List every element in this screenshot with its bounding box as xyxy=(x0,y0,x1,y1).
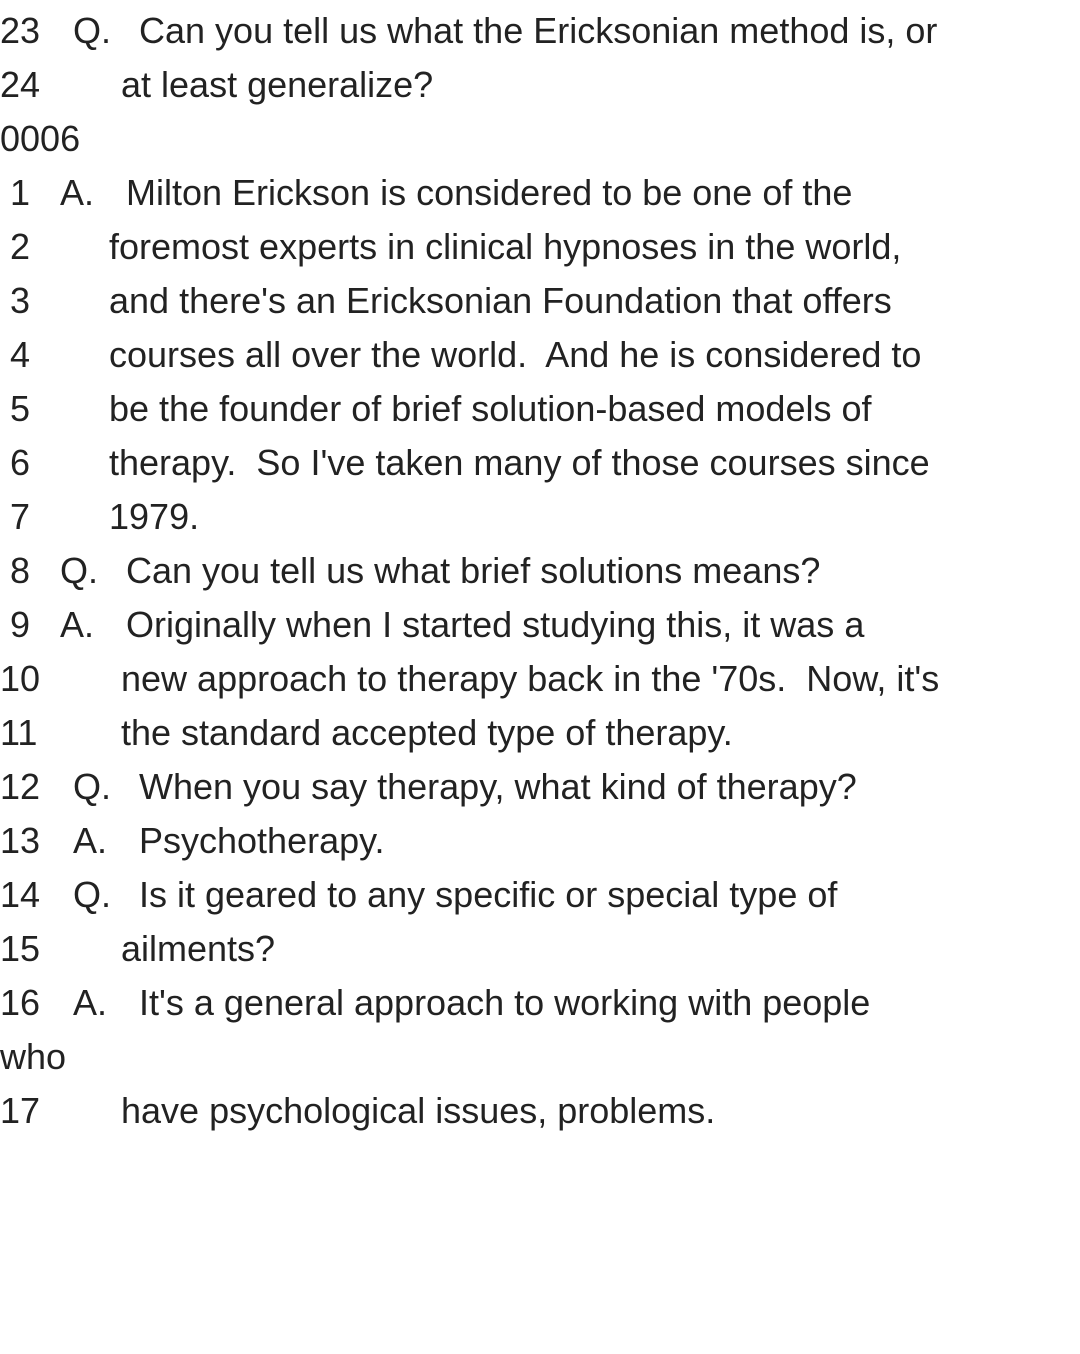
page-number: 0006 xyxy=(0,118,81,159)
transcript-line xyxy=(0,58,434,112)
line-text: Can you tell us what brief solutions means? xyxy=(126,550,821,591)
transcript-line xyxy=(0,922,276,976)
transcript-line xyxy=(0,868,838,922)
speaker-tag: A. xyxy=(60,604,95,645)
line-number: 4 xyxy=(10,334,31,375)
line-number: 7 xyxy=(10,496,31,537)
line-text: have psychological issues, problems. xyxy=(121,1090,716,1131)
line-number: 9 xyxy=(10,604,31,645)
transcript-line xyxy=(0,382,872,436)
transcript-line xyxy=(0,814,385,868)
transcript-line xyxy=(0,760,857,814)
line-text: and there's an Ericksonian Foundation that offers xyxy=(109,280,892,321)
line-number: 3 xyxy=(10,280,31,321)
line-number: 10 xyxy=(0,658,41,699)
line-number: 14 xyxy=(0,874,41,915)
line-number: 16 xyxy=(0,982,41,1023)
line-number: 23 xyxy=(0,10,41,51)
transcript-line xyxy=(0,166,853,220)
speaker-tag: Q. xyxy=(73,10,112,51)
line-text: courses all over the world. And he is considered to xyxy=(109,334,922,375)
speaker-tag: A. xyxy=(73,820,108,861)
line-text: at least generalize? xyxy=(121,64,434,105)
transcript-line xyxy=(0,274,892,328)
line-text: Is it geared to any specific or special type of xyxy=(139,874,838,915)
line-text: who xyxy=(0,1036,67,1077)
line-text: Milton Erickson is considered to be one of the xyxy=(126,172,853,213)
transcript-line xyxy=(0,1030,67,1084)
line-text: the standard accepted type of therapy. xyxy=(121,712,733,753)
transcript-line xyxy=(0,112,81,166)
line-number: 15 xyxy=(0,928,41,969)
transcript-line xyxy=(0,436,930,490)
line-number: 5 xyxy=(10,388,31,429)
line-text: ailments? xyxy=(121,928,276,969)
line-number: 8 xyxy=(10,550,31,591)
line-number: 13 xyxy=(0,820,41,861)
line-number: 6 xyxy=(10,442,31,483)
line-text: It's a general approach to working with people xyxy=(139,982,871,1023)
line-text: Psychotherapy. xyxy=(139,820,385,861)
line-text: Originally when I started studying this, it was a xyxy=(126,604,865,645)
speaker-tag: A. xyxy=(73,982,108,1023)
transcript-line xyxy=(0,490,200,544)
line-text: When you say therapy, what kind of therapy? xyxy=(139,766,857,807)
transcript-line xyxy=(0,4,938,58)
line-text: be the founder of brief solution-based models of xyxy=(109,388,872,429)
speaker-tag: Q. xyxy=(73,874,112,915)
line-text: foremost experts in clinical hypnoses in the world, xyxy=(109,226,902,267)
line-text: therapy. So I've taken many of those courses since xyxy=(109,442,930,483)
speaker-tag: Q. xyxy=(73,766,112,807)
transcript-line xyxy=(0,220,902,274)
speaker-tag: Q. xyxy=(60,550,99,591)
line-text: Can you tell us what the Ericksonian method is, or xyxy=(139,10,938,51)
speaker-tag: A. xyxy=(60,172,95,213)
line-text: new approach to therapy back in the '70s. Now, it's xyxy=(121,658,940,699)
transcript-line xyxy=(0,706,733,760)
line-number: 17 xyxy=(0,1090,41,1131)
line-number: 1 xyxy=(10,172,31,213)
line-number: 11 xyxy=(0,712,38,753)
line-number: 24 xyxy=(0,64,41,105)
transcript-line xyxy=(0,544,821,598)
transcript-line xyxy=(0,1084,716,1138)
line-number: 2 xyxy=(10,226,31,267)
transcript-line xyxy=(0,976,871,1030)
line-number: 12 xyxy=(0,766,41,807)
transcript-line xyxy=(0,598,865,652)
transcript-line xyxy=(0,328,922,382)
line-text: 1979. xyxy=(109,496,200,537)
transcript-line xyxy=(0,652,940,706)
